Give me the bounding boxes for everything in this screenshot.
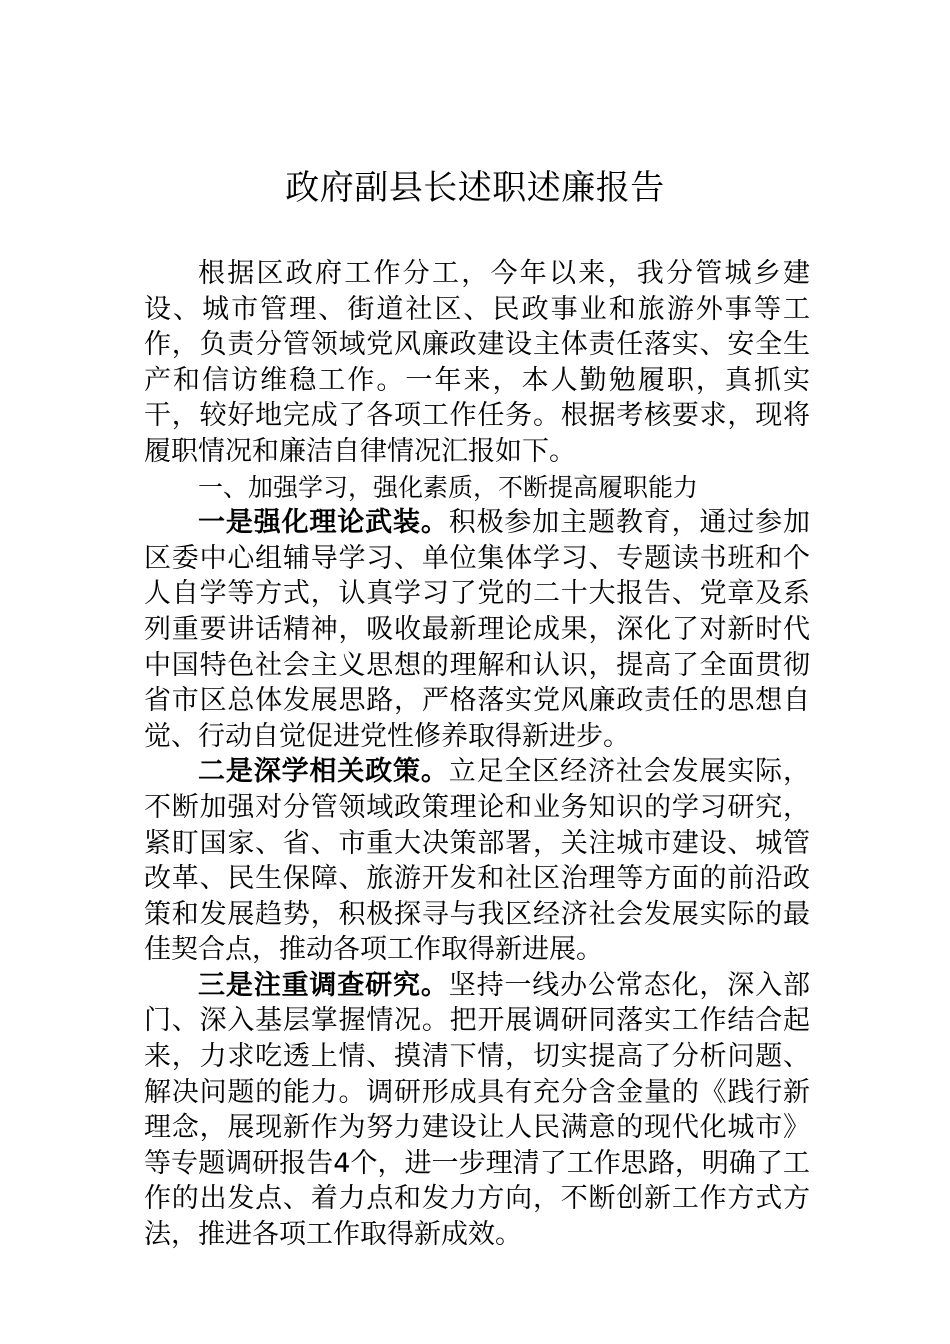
item-paragraph-2 (144, 754, 810, 968)
document-body (144, 256, 810, 1253)
item-lead-2: 二是深学相关政策。 (198, 756, 449, 788)
item-lead-3: 三是注重调查研究。 (198, 969, 449, 1001)
item-paragraph-3 (144, 968, 810, 1253)
item-text-2: 立足全区经济社会发展实际，不断加强对分管领域政策理论和业务知识的学习研究，紧盯国家、省、市重大决策部署，关注城市建设、城管改革、民生保障、旅游开发和社区治理等方面的前沿政策和发展趋势，积极探寻与我区经济社会发展实际的最佳契合点，推动各项工作取得新进展。 (144, 756, 811, 966)
item-text-3: 坚持一线办公常态化，深入部门、深入基层掌握情况。把开展调研同落实工作结合起来，力求吃透上情、摸清下情，切实提高了分析问题、解决问题的能力。调研形成具有充分含金量的《践行新理念，展现新作为努力建设让人民满意的现代化城市》等专题调研报告4个，进一步理清了工作思路，明确了工作的出发点、着力点和发力方向，不断创新工作方式方法，推进各项工作取得新成效。 (144, 969, 811, 1251)
section-heading: 一、加强学习，强化素质，不断提高履职能力 (198, 472, 699, 502)
document-title: 政府副县长述职述廉报告 (285, 168, 665, 208)
item-paragraph-1 (144, 505, 810, 754)
intro-paragraph: 根据区政府工作分工，今年以来，我分管城乡建设、城市管理、街道社区、民政事业和旅游外事等工作，负责分管领域党风廉政建设主体责任落实、安全生产和信访维稳工作。一年来，本人勤勉履职，真抓实干，较好地完成了各项工作任务。根据考核要求，现将履职情况和廉洁自律情况汇报如下。 (144, 258, 810, 467)
item-lead-1: 一是强化理论武装。 (198, 507, 449, 539)
item-text-1: 积极参加主题教育，通过参加区委中心组辅导学习、单位集体学习、专题读书班和个人自学等方式，认真学习了党的二十大报告、党章及系列重要讲话精神，吸收最新理论成果，深化了对新时代中国特色社会主义思想的理解和认识，提高了全面贯彻省市区总体发展思路，严格落实党风廉政责任的思想自觉、行动自觉促进党性修养取得新进步。 (144, 507, 811, 752)
